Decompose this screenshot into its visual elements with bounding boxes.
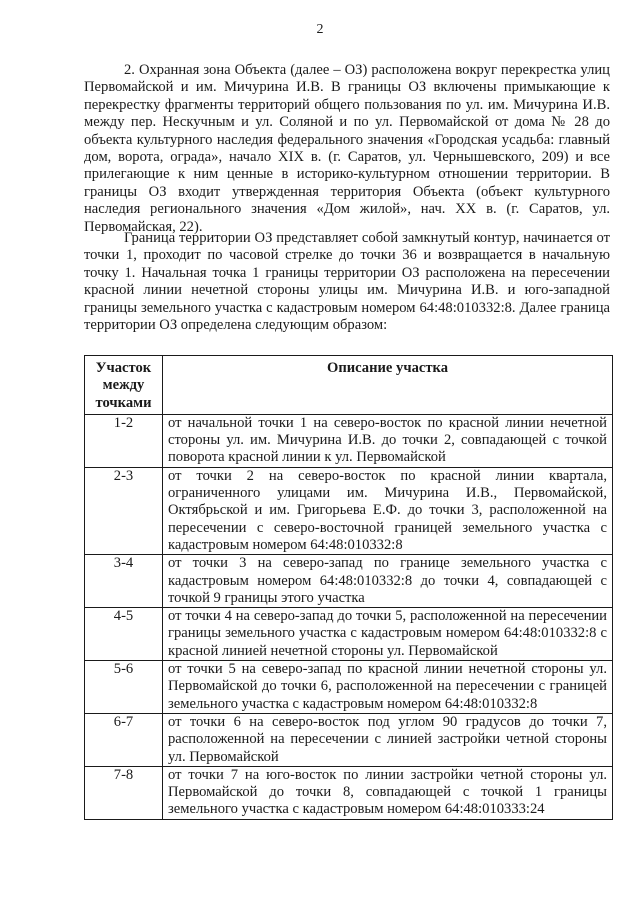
page-number: 2 [316, 22, 324, 37]
description-cell: от точки 4 на северо-запад до точки 5, расположенной на пересечении границы земельного участка с кадастровым номером 64:48:010332:8 с красной линией нечетной стороны ул. Первомайской [163, 608, 613, 661]
description-cell: от точки 7 на юго-восток по линии застройки четной стороны ул. Первомайской до точки 8, совпадающей с точкой 1 границы земельного участка с кадастровым номером 64:48:010333:24 [163, 766, 613, 819]
segment-cell: 5-6 [85, 661, 163, 714]
description-cell: от точки 6 на северо-восток под углом 90 градусов до точки 7, расположенной на пересечении с линией застройки четной стороны ул. Первомайской [163, 713, 613, 766]
boundary-sections-table [84, 355, 613, 820]
table-row [85, 713, 613, 766]
segment-cell: 3-4 [85, 555, 163, 608]
table-row [85, 555, 613, 608]
segment-cell: 6-7 [85, 713, 163, 766]
paragraph-2-text: Граница территории ОЗ представляет собой замкнутый контур, начинается от точки 1, проходит по часовой стрелке до точки 36 и возвращается в начальную точку 1. Начальная точка 1 границы территории ОЗ расположена на пересечении красной линии нечетной стороны улицы им. Мичурина И.В. и юго-западной границы земельного участка с кадастровым номером 64:48:010332:8. Далее граница территории ОЗ определена следующим образом: [84, 230, 610, 334]
description-cell: от точки 2 на северо-восток по красной линии квартала, ограниченного улицами им. Мичурина И.В., Первомайской, Октябрьской и им. Григорьева Е.Ф. до точки 3, расположенной на пересечении с северо-восточной границей земельного участка с кадастровым номером 64:48:010332:8 [163, 467, 613, 554]
description-cell: от точки 3 на северо-запад по границе земельного участка с кадастровым номером 64:48:010332:8 до точки 4, совпадающей с точкой 9 границы этого участка [163, 555, 613, 608]
table-row [85, 414, 613, 467]
table-header-row [85, 356, 613, 415]
table-row [85, 766, 613, 819]
description-cell: от точки 5 на северо-запад по красной линии нечетной стороны ул. Первомайской до точки 6, расположенной на пересечении с границей земельного участка с кадастровым номером 64:48:010332:8 [163, 661, 613, 714]
table-row [85, 661, 613, 714]
table-row [85, 467, 613, 554]
paragraph-1-text: 2. Охранная зона Объекта (далее – ОЗ) расположена вокруг перекрестка улиц Первомайской и им. Мичурина И.В. В границы ОЗ включены примыкающие к перекрестку фрагменты территорий общего пользования по ул. им. Мичурина И.В. между пер. Нескучным и ул. Соляной и по ул. Первомайской от дома № 28 до объекта культурного наследия федерального значения «Городская усадьба: главный дом, ворота, ограда», начало XIX в. (г. Саратов, ул. Чернышевского, 209) и все прилегающие к ним ценные в историко-культурном отношении территории. В границы ОЗ входит утвержденная территория Объекта (объект культурного наследия регионального значения «Дом жилой», нач. XX в. (г. Саратов, ул. Первомайская, 22). [84, 62, 610, 235]
segment-cell: 2-3 [85, 467, 163, 554]
segment-cell: 7-8 [85, 766, 163, 819]
segment-cell: 4-5 [85, 608, 163, 661]
header-segment: Участок между точками [85, 356, 163, 415]
paragraph-protection-zone [84, 62, 610, 236]
paragraph-boundary [84, 230, 610, 334]
table-row [85, 608, 613, 661]
segment-cell: 1-2 [85, 414, 163, 467]
header-description: Описание участка [163, 356, 613, 415]
description-cell: от начальной точки 1 на северо-восток по красной линии нечетной стороны ул. им. Мичурина И.В. до точки 2, совпадающей с точкой поворота красной линии к ул. Первомайской [163, 414, 613, 467]
